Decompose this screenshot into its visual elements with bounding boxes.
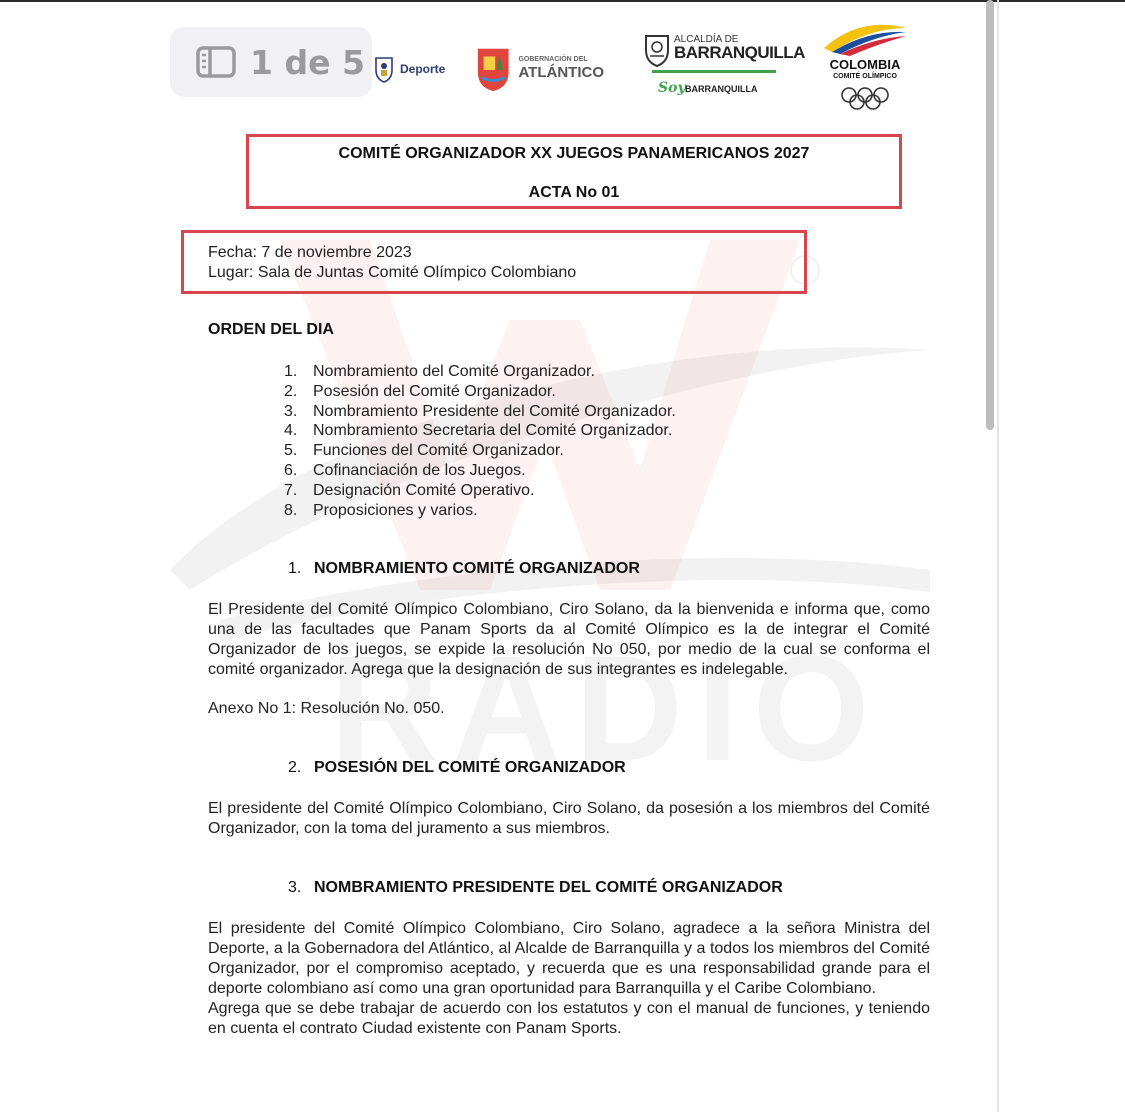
section-1-annex: Anexo No 1: Resolución No. 050.: [208, 700, 445, 717]
barranquilla-logo-line2: BARRANQUILLA: [674, 43, 805, 62]
document-title: COMITÉ ORGANIZADOR XX JUEGOS PANAMERICANOS 2027: [338, 145, 810, 162]
section-3-title: 3. NOMBRAMIENTO PRESIDENTE DEL COMITÉ ORGANIZADOR: [288, 879, 783, 896]
barranquilla-crest-icon: [642, 32, 672, 68]
agenda-item: 2. Posesión del Comité Organizador.: [284, 382, 556, 400]
pages-icon: [196, 46, 236, 78]
agenda-item: 4. Nombramiento Secretaria del Comité Organizador.: [284, 422, 673, 440]
colombia-olympic-logo: [812, 22, 918, 112]
section-3-paragraph: El presidente del Comité Olímpico Colombiano, Ciro Solano, agradece a la señora Ministra del Deporte, a la Gobernadora del Atlántico, al Alcalde de Barranquilla y a todos los miembros del Comité Organizador, por el compromiso aceptado, y recuerda que es una responsabilidad grande para el deporte colombiano así como una gran oportunidad para Barranquilla y el Caribe Colombiano. Agrega que se debe trabajar de acuerdo con los estatutos y con el manual de funciones, y teniendo en cuenta el contrato Ciudad existente con Panam Sports.: [208, 920, 930, 1037]
section-2-paragraph: El presidente del Comité Olímpico Colombiano, Ciro Solano, da posesión a los miembros del Comité Organizador, con la toma del juramento a sus miembros.: [208, 800, 930, 837]
section-2-title: 2. POSESIÓN DEL COMITÉ ORGANIZADOR: [288, 759, 626, 776]
page-indicator-label: 1 de 5: [250, 42, 365, 82]
top-divider: [0, 0, 1125, 2]
barranquilla-logo-line3: BARRANQUILLA: [685, 84, 758, 94]
atlantico-crest-icon: [474, 42, 512, 94]
page-indicator[interactable]: [170, 27, 372, 97]
atlantico-logo-line2: ATLÁNTICO: [518, 64, 604, 81]
page-edge-divider: [997, 0, 999, 1112]
meta-highlight-frame: [181, 230, 807, 294]
atlantico-logo-line1: GOBERNACIÓN DEL: [518, 56, 588, 63]
meeting-place: Lugar: Sala de Juntas Comité Olímpico Colombiano: [208, 264, 577, 281]
olympic-rings-icon: [840, 86, 890, 110]
meeting-date: Fecha: 7 de noviembre 2023: [208, 244, 412, 261]
vertical-scrollbar[interactable]: [986, 0, 994, 430]
barranquilla-logo-bar: [652, 70, 776, 73]
colombia-logo-line1: COLOMBIA: [829, 57, 901, 72]
barranquilla-logo-line1: ALCALDÍA DE: [674, 34, 739, 45]
title-highlight-frame: [246, 134, 902, 209]
deporte-logo: [372, 52, 452, 86]
barranquilla-logo: [640, 30, 805, 102]
section-1-title: 1. NOMBRAMIENTO COMITÉ ORGANIZADOR: [288, 560, 640, 577]
colombia-flag-swoosh-icon: [820, 22, 910, 56]
barranquilla-logo-soy: Soy: [658, 80, 686, 96]
agenda-list: [284, 362, 704, 520]
atlantico-logo: [474, 38, 604, 98]
section-1-paragraph: El Presidente del Comité Olímpico Colombiano, Ciro Solano, da la bienvenida e informa que, como una de las facultades que Panam Sports da al Comité Olímpico es la de integrar el Comité Organizador de los juegos, se expide la resolución No 050, por medio de la cual se conforma el comité organizador. Agrega que la designación de sus integrantes es indelegable.: [208, 601, 930, 678]
agenda-item: 1. Nombramiento del Comité Organizador.: [284, 363, 595, 380]
agenda-item: 6. Cofinanciación de los Juegos.: [284, 461, 526, 479]
colombia-logo-line2: COMITÉ OLÍMPICO: [833, 73, 897, 80]
agenda-item: 3. Nombramiento Presidente del Comité Organizador.: [284, 402, 676, 420]
agenda-item: 8. Proposiciones y varios.: [284, 501, 478, 519]
agenda-heading: ORDEN DEL DIA: [208, 321, 334, 338]
shield-crest-icon: [372, 54, 396, 84]
document-subtitle: ACTA No 01: [528, 184, 620, 201]
deporte-logo-text: Deporte: [400, 62, 446, 76]
agenda-item: 7. Designación Comité Operativo.: [284, 481, 535, 499]
agenda-item: 5. Funciones del Comité Organizador.: [284, 442, 564, 460]
